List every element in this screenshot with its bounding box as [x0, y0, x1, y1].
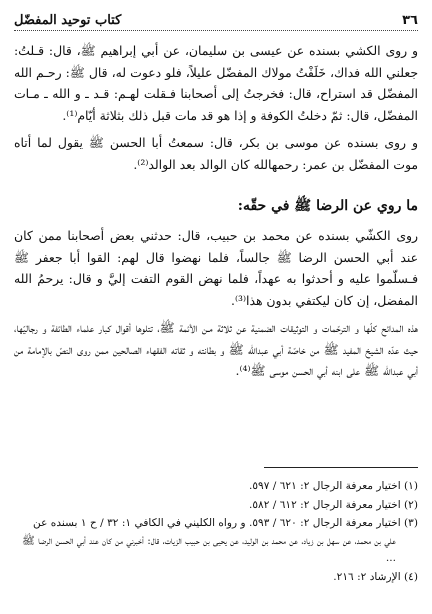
footnote-text: الإرشاد ٢: ٢١٦. [333, 570, 401, 583]
section-heading: ما روي عن الرضا ﷺ في حقّه: [237, 198, 418, 214]
footnote-divider [264, 467, 418, 468]
footnotes [14, 478, 418, 587]
footnote-continuation: علي بن محمد، عن سهل بن زياد، عن محمد بن الوليد، عن يحيى بن حبيب الزيات، قال: أخبرني من كان عند أبي الحسن الرضا ﷺ ... [21, 534, 396, 564]
paragraph: و روى بسنده عن موسى بن بكر، قال: سمعتُ أبا الحسن ﷺ يقول لما أتاه موت المفضّل بن عمر: رحمهالله كان الوالد بعد الوالد⁽²⁾. [14, 135, 418, 172]
footnote-text: اختيار معرفة الرجال ٢: ٦٢١ / ٥٩٧. [248, 480, 401, 492]
running-header [14, 8, 418, 31]
paragraph: و روى الكشي بسنده عن عيسى بن سليمان، عن أبي إبراهيم ﷺ، قال: قـلتُ: جعلني الله فداك، خَلَفْتُ مولاك المفضّل عليلاً، فلو دعوت له، قال ﷺ: رحـم الله المفضّل قد استراح، قال: فخرجتُ إلى أصحابنا فـقلت لهـم: قـد ـ و الله ـ مـات المفضّل، قال: ثمّ دخلتُ الكوفة و إذا هو قد مات قبل ذلك بثلاثة أيّام⁽¹⁾. [14, 43, 418, 123]
paragraph: روى الكشّي بسنده عن محمد بن حبيب، قال: حدثني بعض أصحابنا ممن كان عند أبي الحسن الرضا ﷺ جالساً، فلما نهضوا قال لهم: القوا أبا جعفر ﷺ فـسلّموا عليه و أحدثوا به عهداً، فلما نهض القوم التفت إليَّ و قال: يرحمُ الله المفضل، إن كان ليكتفي بدون هذا⁽³⁾. [14, 228, 418, 308]
paragraph: هذه المدائح كلّها و الترحّمات و التوثيقات الضمنية عن ثلاثة مـن الأئمة ﷺ، تتلوها أقوال كبار علماء الطائفة و رجاليّها، حيث عدّه الشيخ المفيد ﷺ من خاصّة أبي عبدالله ﷺ و بطانته و ثقاته الفقهاء الصالحين ممن روى النصّ بالإمامة من أبي عبدالله ﷺ على ابنه أبي الحسن موسى ﷺ⁽⁴⁾. [14, 320, 418, 378]
footnote-number: (٤) [404, 570, 418, 583]
footnote-number: (١) [404, 480, 418, 492]
footnote-number: (٢) [404, 498, 418, 511]
footnote [14, 478, 418, 496]
book-title: كتاب توحيد المفضّل [14, 13, 122, 28]
footnote-text: اختيار معرفة الرجال ٢: ٦١٢ / ٥٨٢. [248, 498, 401, 511]
footnote-text: اختيار معرفة الرجال ٢: ٦٢٠ / ٥٩٣. و رواه الكليني في الكافي ١: ٣٢ / ح ١ بسنده عن [33, 517, 401, 529]
footnote [14, 569, 418, 587]
footnote-number: (٣) [404, 517, 418, 529]
main-text [14, 40, 418, 388]
page-number: ٣٦ [402, 13, 418, 28]
footnote [14, 515, 418, 568]
footnote [14, 497, 418, 515]
